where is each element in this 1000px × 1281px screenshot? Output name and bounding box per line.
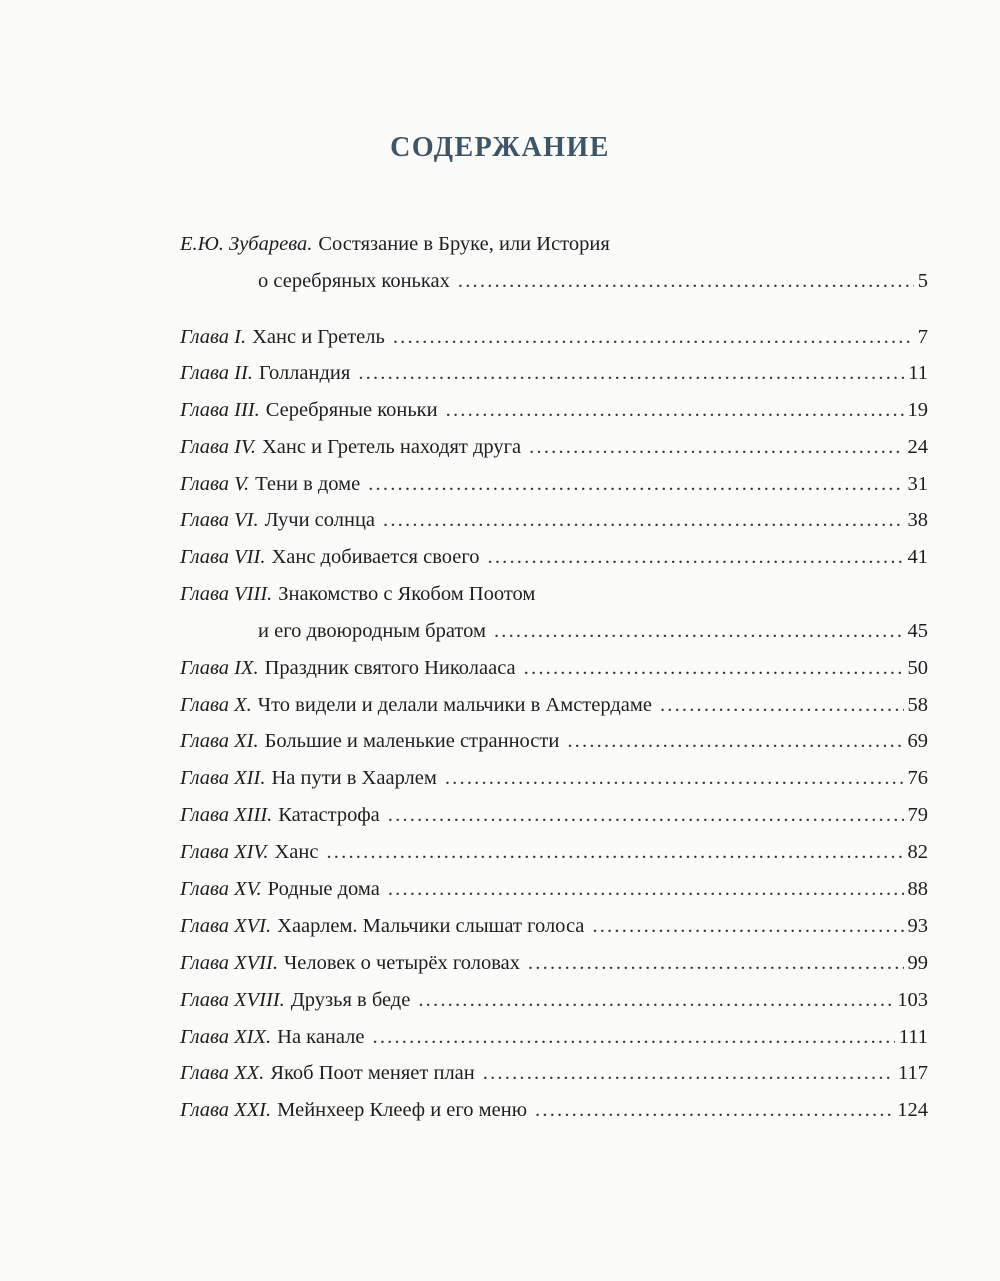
chapter-entry bbox=[180, 763, 928, 793]
chapter-label: Глава I. bbox=[180, 326, 247, 348]
page-number: 79 bbox=[907, 804, 928, 826]
chapter-entry bbox=[180, 542, 928, 572]
intro-author: Е.Ю. Зубарева. bbox=[180, 233, 313, 255]
chapter-label: Глава XVII. bbox=[180, 952, 278, 974]
chapter-label: Глава IX. bbox=[180, 657, 259, 679]
chapter-entry bbox=[180, 395, 928, 425]
chapter-label: Глава XIX. bbox=[180, 1026, 272, 1048]
page-number: 93 bbox=[907, 915, 928, 937]
leader-dots bbox=[358, 358, 904, 388]
chapter-label: Глава V. bbox=[180, 473, 250, 495]
chapter-title: Ханс добивается своего bbox=[271, 546, 480, 568]
page-number: 76 bbox=[907, 767, 928, 789]
leader-dots bbox=[383, 505, 903, 535]
chapter-title: Что видели и делали мальчики в Амстердаме bbox=[257, 694, 652, 716]
chapter-title: На канале bbox=[277, 1026, 365, 1048]
chapter-entry bbox=[180, 653, 928, 683]
leader-dots bbox=[393, 322, 914, 352]
page-number: 19 bbox=[907, 399, 928, 421]
chapter-label: Глава XX. bbox=[180, 1062, 265, 1084]
intro-entry-line1 bbox=[180, 229, 928, 259]
page-number: 31 bbox=[907, 473, 928, 495]
page-number: 103 bbox=[897, 989, 928, 1011]
chapter-entry bbox=[180, 1058, 928, 1088]
chapter-entry bbox=[180, 726, 928, 756]
chapter-title: Катастрофа bbox=[278, 804, 380, 826]
chapter-label: Глава VIII. bbox=[180, 583, 273, 605]
chapter-label: Глава II. bbox=[180, 362, 253, 384]
chapter-title: Ханс и Гретель находят друга bbox=[261, 436, 522, 458]
leader-dots bbox=[368, 469, 903, 499]
leader-dots bbox=[488, 542, 904, 572]
page-number: 117 bbox=[898, 1062, 928, 1084]
chapter-entry bbox=[180, 911, 928, 941]
leader-dots bbox=[373, 1022, 895, 1052]
page-number: 88 bbox=[907, 878, 928, 900]
leader-dots bbox=[326, 837, 903, 867]
chapter-entry bbox=[180, 505, 928, 535]
chapter-entry bbox=[180, 874, 928, 904]
intro-entry-line2 bbox=[258, 266, 928, 296]
chapter-label: Глава XIV. bbox=[180, 841, 269, 863]
leader-dots bbox=[524, 653, 904, 683]
chapter-label: Глава XVIII. bbox=[180, 989, 285, 1011]
intro-title: Состязание в Бруке, или История bbox=[318, 233, 610, 255]
chapter-entry bbox=[180, 322, 928, 352]
chapter-title: Хаарлем. Мальчики слышат голоса bbox=[277, 915, 585, 937]
chapter-title: Тени в доме bbox=[255, 473, 361, 495]
leader-dots bbox=[446, 395, 904, 425]
page-number: 69 bbox=[907, 730, 928, 752]
leader-dots bbox=[529, 432, 903, 462]
leader-dots bbox=[418, 985, 893, 1015]
leader-dots bbox=[528, 948, 904, 978]
page-number: 45 bbox=[907, 620, 928, 642]
chapter-title: Лучи солнца bbox=[264, 509, 376, 531]
chapter-label: Глава III. bbox=[180, 399, 260, 421]
intro-title-cont: о серебряных коньках bbox=[258, 270, 450, 292]
page-title: СОДЕРЖАНИЕ bbox=[390, 132, 610, 163]
page-number: 24 bbox=[907, 436, 928, 458]
chapter-entry bbox=[180, 837, 928, 867]
page-number: 111 bbox=[898, 1026, 928, 1048]
chapter-title: Праздник святого Николааса bbox=[264, 657, 516, 679]
page-number: 82 bbox=[907, 841, 928, 863]
chapter-title-cont: и его двоюродным братом bbox=[258, 620, 486, 642]
chapter-entry bbox=[180, 948, 928, 978]
leader-dots bbox=[388, 800, 904, 830]
page-number: 7 bbox=[917, 326, 928, 348]
chapter-entry bbox=[180, 469, 928, 499]
chapter-label: Глава XXI. bbox=[180, 1099, 272, 1121]
leader-dots bbox=[535, 1095, 893, 1125]
chapter-title: Друзья в беде bbox=[290, 989, 411, 1011]
chapter-entry bbox=[180, 985, 928, 1015]
leader-dots bbox=[592, 911, 903, 941]
page-number: 11 bbox=[908, 362, 928, 384]
page-number: 124 bbox=[897, 1099, 928, 1121]
chapter-title: Голландия bbox=[258, 362, 351, 384]
page-number: 38 bbox=[907, 509, 928, 531]
leader-dots bbox=[445, 763, 904, 793]
chapter-title: На пути в Хаарлем bbox=[271, 767, 437, 789]
leader-dots bbox=[388, 874, 904, 904]
chapter-title: Знакомство с Якобом Поотом bbox=[278, 583, 536, 605]
chapter-title: Родные дома bbox=[267, 878, 380, 900]
page-number: 58 bbox=[907, 694, 928, 716]
chapter-entry bbox=[180, 358, 928, 388]
chapter-title: Большие и маленькие странности bbox=[264, 730, 560, 752]
chapter-label: Глава VII. bbox=[180, 546, 266, 568]
chapter-entry bbox=[180, 690, 928, 720]
leader-dots bbox=[494, 616, 904, 646]
leader-dots bbox=[660, 690, 904, 720]
chapter-label: Глава XVI. bbox=[180, 915, 272, 937]
page-number: 5 bbox=[917, 270, 928, 292]
chapter-label: Глава XII. bbox=[180, 767, 266, 789]
chapter-entry bbox=[180, 432, 928, 462]
chapter-label: Глава XI. bbox=[180, 730, 259, 752]
chapter-title: Ханс и Гретель bbox=[252, 326, 385, 348]
chapter-title: Человек о четырёх головах bbox=[283, 952, 520, 974]
chapter-entry bbox=[180, 1095, 928, 1125]
leader-dots bbox=[483, 1058, 894, 1088]
chapter-title: Мейнхеер Клееф и его меню bbox=[277, 1099, 528, 1121]
chapter-entry bbox=[180, 1022, 928, 1052]
leader-dots bbox=[567, 726, 903, 756]
chapter-title: Якоб Поот меняет план bbox=[270, 1062, 475, 1084]
page-number: 50 bbox=[907, 657, 928, 679]
chapter-label: Глава IV. bbox=[180, 436, 256, 458]
chapter-entry bbox=[180, 800, 928, 830]
chapter-title: Серебряные коньки bbox=[265, 399, 438, 421]
chapter-entry bbox=[180, 579, 928, 609]
page-number: 41 bbox=[907, 546, 928, 568]
chapter-label: Глава XV. bbox=[180, 878, 262, 900]
chapter-entry-cont bbox=[258, 616, 928, 646]
chapter-label: Глава XIII. bbox=[180, 804, 273, 826]
chapter-title: Ханс bbox=[274, 841, 319, 863]
page-number: 99 bbox=[907, 952, 928, 974]
chapter-label: Глава X. bbox=[180, 694, 252, 716]
chapter-label: Глава VI. bbox=[180, 509, 259, 531]
leader-dots bbox=[458, 266, 914, 296]
